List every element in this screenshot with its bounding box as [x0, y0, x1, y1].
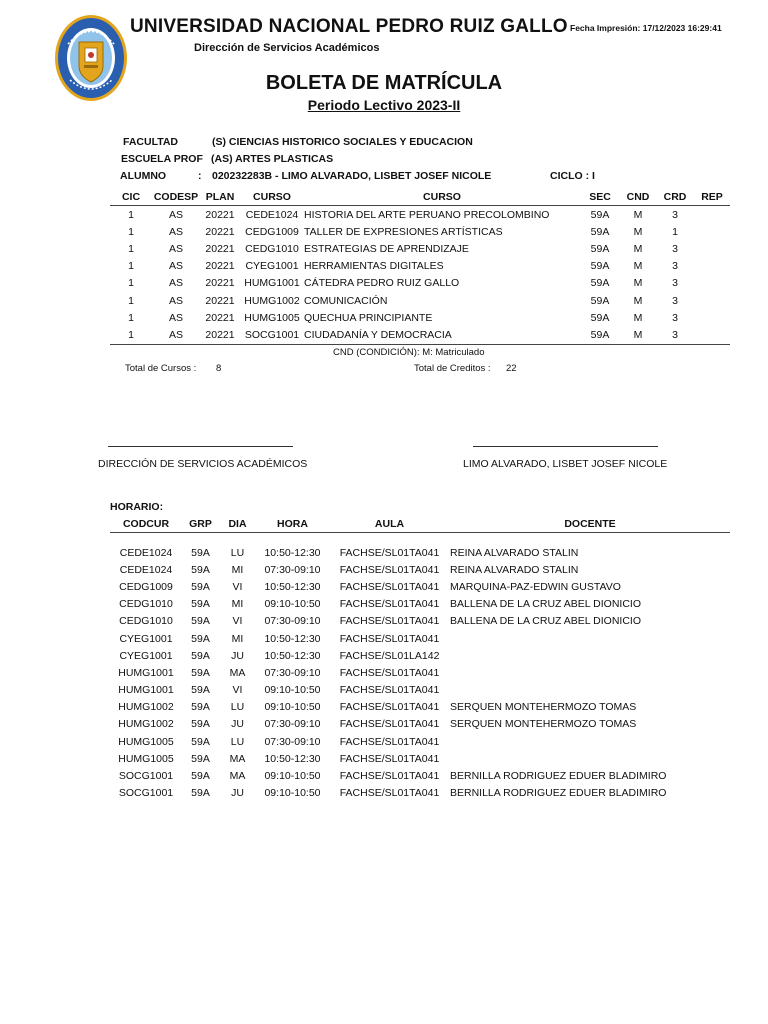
university-name: UNIVERSIDAD NACIONAL PEDRO RUIZ GALLO [130, 16, 568, 37]
course-repeat [694, 309, 730, 326]
col-rep: REP [701, 191, 723, 203]
schedule-group: 59A [191, 615, 210, 628]
schedule-time: 09:10-10:50 [264, 598, 321, 611]
schedule-time: 10:50-12:30 [264, 580, 321, 593]
courses-table [110, 189, 730, 345]
schedule-time: 07:30-09:10 [264, 735, 321, 748]
schedule-group: 59A [191, 684, 210, 697]
schedule-group: 59A [191, 701, 210, 714]
schedule-teacher: REINA ALVARADO STALIN [450, 563, 579, 576]
schedule-row [110, 733, 730, 750]
course-codesp: AS [168, 208, 183, 221]
course-section: 59A [590, 208, 610, 221]
schedule-room: FACHSE/SL01TA041 [339, 701, 440, 714]
course-course-code: CEDE1024 [245, 208, 299, 221]
schedule-row [110, 533, 730, 562]
course-section: 59A [590, 294, 610, 307]
schedule-course-code: SOCG1001 [118, 770, 174, 783]
course-course-name: COMUNICACIÓN [304, 294, 388, 307]
schedule-time: 10:50-12:30 [264, 546, 321, 559]
schedule-course-code: CEDG1009 [119, 580, 173, 593]
student-label: ALUMNO [120, 170, 167, 182]
schedule-teacher: BALLENA DE LA CRUZ ABEL DIONICIO [450, 598, 642, 611]
faculty-value: (S) CIENCIAS HISTORICO SOCIALES Y EDUCACION [212, 136, 473, 148]
course-course-name: CÁTEDRA PEDRO RUIZ GALLO [304, 277, 460, 290]
course-cic: 1 [128, 225, 134, 238]
course-plan: 20221 [205, 225, 235, 238]
schedule-day: JU [231, 787, 244, 800]
course-row [110, 292, 730, 309]
school-label: ESCUELA PROF [121, 153, 203, 165]
schedule-course-code: HUMG1002 [118, 701, 174, 714]
signature-line-left [108, 446, 293, 447]
schedule-room: FACHSE/SL01TA041 [339, 666, 440, 679]
schedule-course-code: CEDE1024 [119, 546, 173, 559]
course-credits: 3 [672, 328, 678, 341]
schedule-teacher: REINA ALVARADO STALIN [450, 546, 579, 559]
course-section: 59A [590, 277, 610, 290]
schedule-group: 59A [191, 563, 210, 576]
schedule-teacher: SERQUEN MONTEHERMOZO TOMAS [450, 718, 637, 731]
schedule-time: 09:10-10:50 [264, 701, 321, 714]
course-row [110, 326, 730, 344]
schedule-label: HORARIO: [110, 501, 164, 513]
schedule-row [110, 699, 730, 716]
course-credits: 3 [672, 260, 678, 273]
course-credits: 3 [672, 311, 678, 324]
schedule-teacher [450, 750, 730, 767]
schedule-teacher: BALLENA DE LA CRUZ ABEL DIONICIO [450, 615, 642, 628]
schedule-time: 07:30-09:10 [264, 718, 321, 731]
schedule-time: 10:50-12:30 [264, 649, 321, 662]
course-condition: M [633, 225, 643, 238]
school-value: (AS) ARTES PLASTICAS [211, 153, 334, 165]
course-section: 59A [590, 260, 610, 273]
col-codesp: CODESP [153, 191, 199, 203]
course-plan: 20221 [205, 328, 235, 341]
schedule-day: MA [229, 666, 246, 679]
schedule-group: 59A [191, 632, 210, 645]
schedule-day: JU [231, 649, 244, 662]
schedule-room: FACHSE/SL01TA041 [339, 580, 440, 593]
faculty-label: FACULTAD [123, 136, 179, 148]
schedule-row [110, 664, 730, 681]
course-course-code: HUMG1002 [244, 294, 300, 307]
schedule-teacher [450, 630, 730, 647]
course-cic: 1 [128, 242, 134, 255]
col-crd: CRD [663, 191, 687, 203]
course-credits: 3 [672, 277, 678, 290]
schedule-course-code: HUMG1002 [118, 718, 174, 731]
schedule-room: FACHSE/SL01TA041 [339, 546, 440, 559]
course-plan: 20221 [205, 260, 235, 273]
condition-note: CND (CONDICIÓN): M: Matriculado [333, 347, 485, 358]
course-condition: M [633, 260, 643, 273]
schedule-course-code: CYEG1001 [119, 632, 173, 645]
col-grp: GRP [189, 518, 212, 530]
course-course-code: CEDG1009 [245, 225, 299, 238]
schedule-teacher [450, 664, 730, 681]
schedule-group: 59A [191, 787, 210, 800]
course-section: 59A [590, 225, 610, 238]
course-course-name: ESTRATEGIAS DE APRENDIZAJE [304, 242, 469, 255]
schedule-day: LU [230, 701, 245, 714]
col-docente: DOCENTE [564, 518, 616, 530]
course-plan: 20221 [205, 294, 235, 307]
course-course-name: HERRAMIENTAS DIGITALES [304, 260, 444, 273]
total-credits-label: Total de Creditos : [414, 363, 491, 374]
schedule-course-code: CEDG1010 [119, 615, 173, 628]
col-codcur: CODCUR [122, 518, 170, 530]
course-row [110, 309, 730, 326]
schedule-row [110, 596, 730, 613]
schedule-group: 59A [191, 718, 210, 731]
schedule-row [110, 785, 730, 802]
schedule-group: 59A [191, 752, 210, 765]
course-cic: 1 [128, 277, 134, 290]
schedule-row [110, 750, 730, 767]
course-course-name: HISTORIA DEL ARTE PERUANO PRECOLOMBINO [304, 208, 550, 221]
schedule-day: MA [229, 770, 246, 783]
schedule-time: 09:10-10:50 [264, 770, 321, 783]
schedule-group: 59A [191, 580, 210, 593]
schedule-course-code: CYEG1001 [119, 649, 173, 662]
course-row [110, 223, 730, 240]
course-repeat [694, 326, 730, 344]
schedule-course-code: CEDG1010 [119, 598, 173, 611]
schedule-day: VI [232, 615, 243, 628]
schedule-group: 59A [191, 666, 210, 679]
schedule-teacher: MARQUINA-PAZ-EDWIN GUSTAVO [450, 580, 621, 593]
course-course-name: TALLER DE EXPRESIONES ARTÍSTICAS [304, 225, 503, 238]
schedule-course-code: HUMG1005 [118, 735, 174, 748]
schedule-room: FACHSE/SL01TA041 [339, 632, 440, 645]
department-name: Dirección de Servicios Académicos [194, 42, 380, 54]
course-course-code: CEDG1010 [245, 242, 299, 255]
course-course-code: HUMG1001 [244, 277, 300, 290]
course-plan: 20221 [205, 277, 235, 290]
col-aula: AULA [374, 518, 405, 530]
course-credits: 3 [672, 208, 678, 221]
course-course-name: CIUDADANÍA Y DEMOCRACIA [304, 328, 452, 341]
schedule-room: FACHSE/SL01TA041 [339, 770, 440, 783]
schedule-teacher: BERNILLA RODRIGUEZ EDUER BLADIMIRO [450, 770, 667, 783]
schedule-day: LU [230, 546, 245, 559]
schedule-room: FACHSE/SL01TA041 [339, 598, 440, 611]
course-cic: 1 [128, 311, 134, 324]
course-repeat [694, 258, 730, 275]
schedule-room: FACHSE/SL01TA041 [339, 563, 440, 576]
course-condition: M [633, 328, 643, 341]
schedule-row [110, 578, 730, 595]
course-codesp: AS [168, 311, 183, 324]
schedule-time: 07:30-09:10 [264, 666, 321, 679]
schedule-room: FACHSE/SL01TA041 [339, 615, 440, 628]
course-codesp: AS [168, 294, 183, 307]
course-codesp: AS [168, 242, 183, 255]
course-condition: M [633, 208, 643, 221]
col-curso-code: CURSO [253, 191, 291, 203]
col-plan: PLAN [205, 191, 235, 203]
document-title: BOLETA DE MATRÍCULA [265, 72, 503, 94]
schedule-teacher [450, 682, 730, 699]
schedule-group: 59A [191, 546, 210, 559]
schedule-day: VI [232, 580, 243, 593]
course-section: 59A [590, 328, 610, 341]
courses-header-row [110, 189, 730, 206]
schedule-room: FACHSE/SL01TA041 [339, 735, 440, 748]
course-plan: 20221 [205, 311, 235, 324]
schedule-room: FACHSE/SL01TA041 [339, 752, 440, 765]
course-credits: 1 [672, 225, 678, 238]
course-credits: 3 [672, 294, 678, 307]
schedule-teacher [450, 647, 730, 664]
schedule-row [110, 561, 730, 578]
course-plan: 20221 [205, 242, 235, 255]
schedule-time: 09:10-10:50 [264, 684, 321, 697]
course-course-code: SOCG1001 [244, 328, 300, 341]
schedule-time: 07:30-09:10 [264, 615, 321, 628]
schedule-course-code: HUMG1005 [118, 752, 174, 765]
course-row [110, 206, 730, 224]
course-section: 59A [590, 242, 610, 255]
col-hora: HORA [277, 518, 308, 530]
schedule-course-code: HUMG1001 [118, 666, 174, 679]
schedule-group: 59A [191, 598, 210, 611]
course-course-code: HUMG1005 [244, 311, 300, 324]
schedule-day: JU [231, 718, 244, 731]
schedule-row [110, 630, 730, 647]
course-codesp: AS [168, 260, 183, 273]
schedule-course-code: CEDE1024 [119, 563, 173, 576]
total-credits-value: 22 [506, 363, 517, 374]
course-cic: 1 [128, 294, 134, 307]
course-condition: M [633, 311, 643, 324]
schedule-row [110, 682, 730, 699]
course-condition: M [633, 277, 643, 290]
total-courses-label: Total de Cursos : [125, 363, 197, 374]
course-repeat [694, 206, 730, 224]
course-codesp: AS [168, 225, 183, 238]
schedule-day: MA [229, 752, 246, 765]
signature-line-right [473, 446, 658, 447]
schedule-day: LU [230, 735, 245, 748]
schedule-row [110, 767, 730, 784]
course-plan: 20221 [205, 208, 235, 221]
course-repeat [694, 240, 730, 257]
schedule-room: FACHSE/SL01TA041 [339, 787, 440, 800]
schedule-room: FACHSE/SL01TA041 [339, 684, 440, 697]
course-repeat [694, 223, 730, 240]
col-dia: DIA [228, 518, 247, 530]
schedule-teacher: BERNILLA RODRIGUEZ EDUER BLADIMIRO [450, 787, 667, 800]
schedule-group: 59A [191, 735, 210, 748]
course-condition: M [633, 294, 643, 307]
cycle: CICLO : I [550, 170, 595, 182]
schedule-header-row [110, 516, 730, 533]
course-repeat [694, 275, 730, 292]
course-cic: 1 [128, 328, 134, 341]
schedule-time: 10:50-12:30 [264, 632, 321, 645]
schedule-teacher [450, 733, 730, 750]
course-cic: 1 [128, 208, 134, 221]
course-repeat [694, 292, 730, 309]
signature-left-label: DIRECCIÓN DE SERVICIOS ACADÉMICOS [98, 458, 308, 470]
schedule-day: VI [232, 684, 243, 697]
course-row [110, 240, 730, 257]
course-row [110, 258, 730, 275]
course-codesp: AS [168, 328, 183, 341]
course-codesp: AS [168, 277, 183, 290]
course-section: 59A [590, 311, 610, 324]
schedule-table [110, 516, 730, 802]
course-credits: 3 [672, 242, 678, 255]
schedule-room: FACHSE/SL01TA041 [339, 718, 440, 731]
schedule-room: FACHSE/SL01LA142 [339, 649, 440, 662]
signature-right-label: LIMO ALVARADO, LISBET JOSEF NICOLE [463, 458, 668, 470]
print-date: Fecha Impresión: 17/12/2023 16:29:41 [570, 23, 722, 33]
schedule-course-code: HUMG1001 [118, 684, 174, 697]
total-courses-value: 8 [216, 363, 222, 374]
schedule-time: 10:50-12:30 [264, 752, 321, 765]
schedule-day: MI [231, 563, 244, 576]
schedule-time: 09:10-10:50 [264, 787, 321, 800]
schedule-group: 59A [191, 649, 210, 662]
course-row [110, 275, 730, 292]
student-colon: : [198, 170, 202, 182]
col-cic: CIC [121, 191, 141, 203]
schedule-teacher: SERQUEN MONTEHERMOZO TOMAS [450, 701, 637, 714]
col-sec: SEC [589, 191, 611, 203]
schedule-row [110, 716, 730, 733]
schedule-course-code: SOCG1001 [118, 787, 174, 800]
schedule-group: 59A [191, 770, 210, 783]
academic-period: Periodo Lectivo 2023-II [307, 97, 461, 113]
schedule-row [110, 613, 730, 630]
course-condition: M [633, 242, 643, 255]
schedule-day: MI [231, 632, 244, 645]
col-curso-name: CURSO [423, 191, 461, 203]
schedule-row [110, 647, 730, 664]
course-cic: 1 [128, 260, 134, 273]
col-cnd: CND [626, 191, 650, 203]
schedule-day: MI [231, 598, 244, 611]
course-course-code: CYEG1001 [245, 260, 299, 273]
course-course-name: QUECHUA PRINCIPIANTE [304, 311, 433, 324]
student-value: 020232283B - LIMO ALVARADO, LISBET JOSEF NICOLE [212, 170, 492, 182]
schedule-time: 07:30-09:10 [264, 563, 321, 576]
